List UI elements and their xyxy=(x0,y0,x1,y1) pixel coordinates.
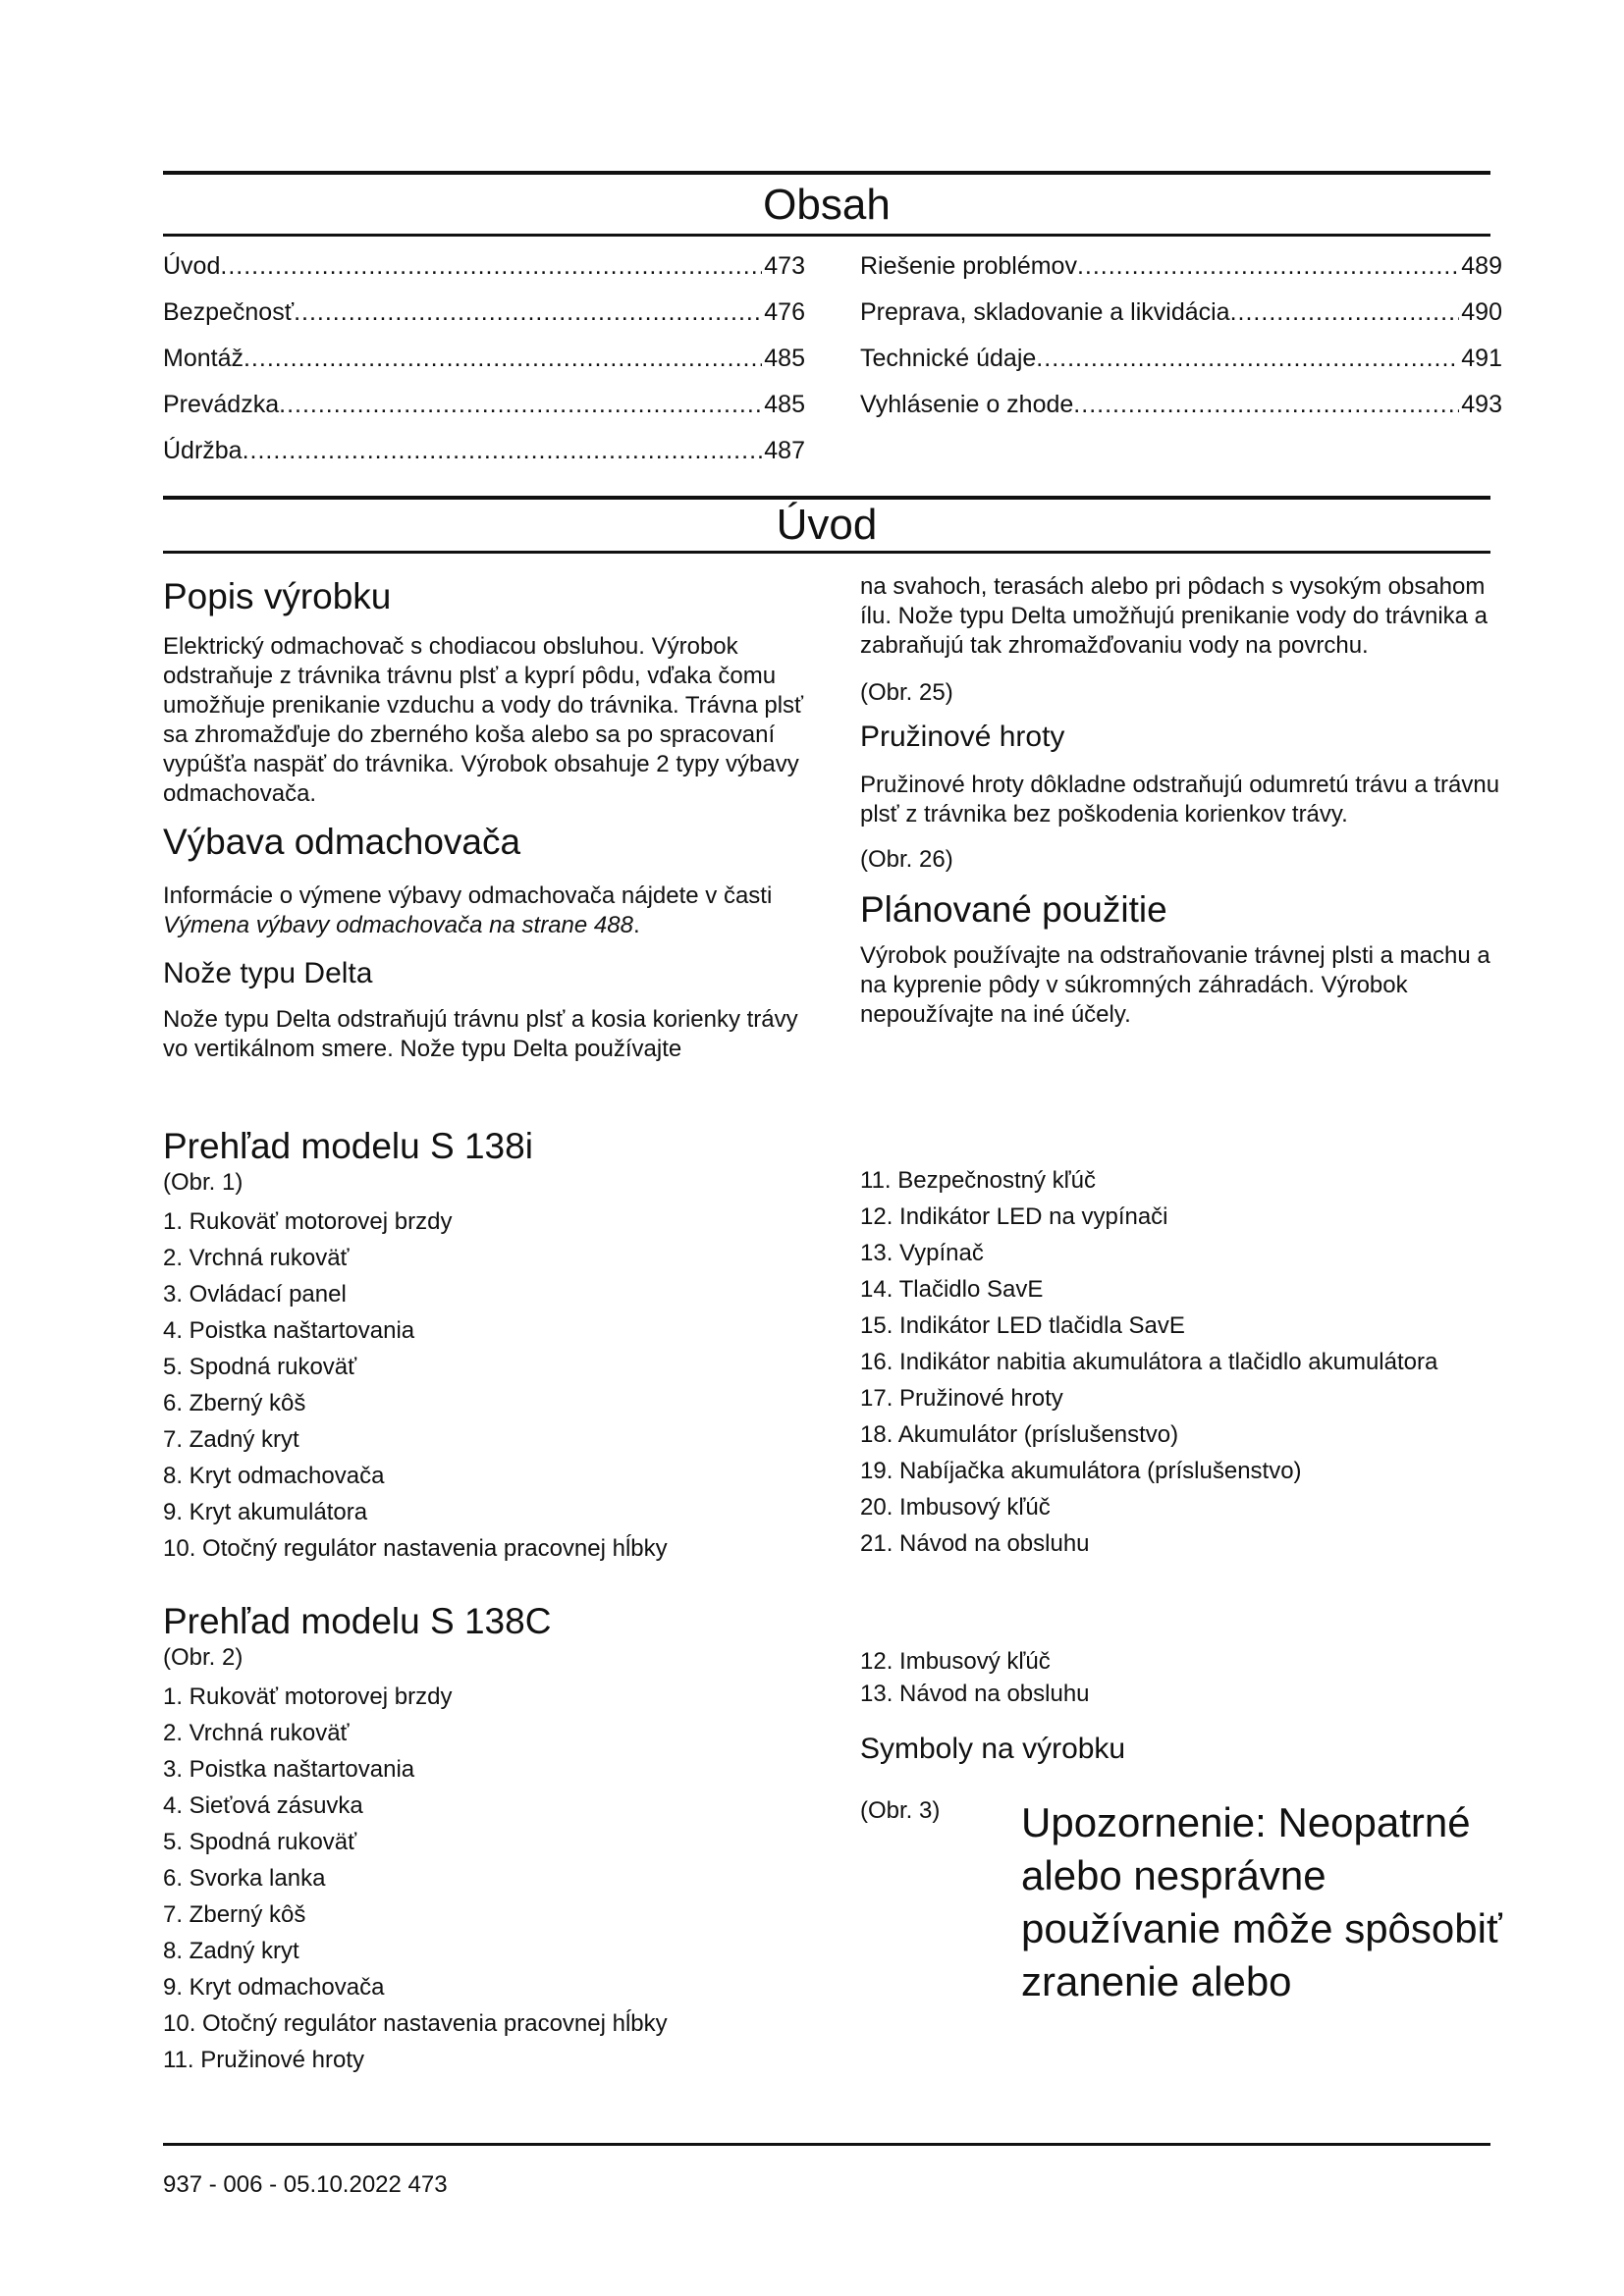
list-item: 8. Zadný kryt xyxy=(163,1938,299,1964)
toc-left-column xyxy=(163,251,805,482)
model-s138i-parts-list xyxy=(163,1203,811,1567)
list-item: 11. Pružinové hroty xyxy=(163,2047,364,2073)
toc-entry-page: 491 xyxy=(1461,345,1502,372)
vybava-text xyxy=(163,881,811,940)
toc-entry-riesenie[interactable] xyxy=(860,251,1502,297)
popis-text: Elektrický odmachovač s chodiacou obsluhou. Výrobok odstraňuje z trávnika trávnu plsť a kyprí pôdu, vďaka čomu umožňuje prenikanie vzduchu a vody do trávnika. Trávna plsť sa zhromažďuje do zberného koša alebo sa po spracovaní vypúšťa naspäť do trávnika. Výrobok obsahuje 2 typy výbavy odmachovača. xyxy=(163,633,804,807)
list-item: 1. Rukoväť motorovej brzdy xyxy=(163,1683,453,1710)
symboly-figure-ref: (Obr. 3) xyxy=(860,1797,941,1824)
list-item: 5. Spodná rukoväť xyxy=(163,1354,357,1380)
delta-text-continued: na svahoch, terasách alebo pri pôdach s vysokým obsahom ílu. Nože typu Delta umožňujú prenikanie vody do trávnika a zabraňujú tak zhromažďovaniu vody na povrchu. xyxy=(860,573,1489,659)
toc-entry-title: Montáž xyxy=(163,345,244,372)
vybava-text-before: Informácie o výmene výbavy odmachovača nájdete v časti xyxy=(163,882,773,909)
toc-entry-page: 473 xyxy=(764,252,805,280)
model-s138c-heading: Prehľad modelu S 138C xyxy=(163,1601,552,1641)
list-item: 13. Vypínač xyxy=(860,1240,984,1266)
model-s138c-section xyxy=(163,1600,811,2078)
toc-entry-title: Preprava, skladovanie a likvidácia xyxy=(860,298,1230,326)
list-item: 19. Nabíjačka akumulátora (príslušenstvo) xyxy=(860,1458,1302,1484)
list-item: 9. Kryt odmachovača xyxy=(163,1974,385,2001)
list-item: 2. Vrchná rukoväť xyxy=(163,1245,350,1271)
pruzinove-figure-ref: (Obr. 26) xyxy=(860,846,953,873)
list-item: 4. Sieťová zásuvka xyxy=(163,1792,363,1819)
list-item: 17. Pružinové hroty xyxy=(860,1385,1063,1412)
list-item: 3. Poistka naštartovania xyxy=(163,1756,415,1783)
toc-entry-page: 485 xyxy=(764,345,805,372)
list-item: 20. Imbusový kľúč xyxy=(860,1494,1051,1521)
toc-entry-title: Úvod xyxy=(163,252,221,280)
toc-entry-title: Technické údaje xyxy=(860,345,1037,372)
delta-heading: Nože typu Delta xyxy=(163,957,373,989)
list-item: 14. Tlačidlo SavE xyxy=(860,1276,1044,1303)
model-s138i-heading: Prehľad modelu S 138i xyxy=(163,1126,533,1166)
uvod-bottom-rule xyxy=(163,551,1490,554)
model-s138i-parts-list-continued xyxy=(860,1162,1508,1562)
model-s138i-figure-ref: (Obr. 1) xyxy=(163,1169,244,1196)
toc-entry-technicke[interactable] xyxy=(860,344,1502,390)
toc-title: Obsah xyxy=(763,181,891,229)
toc-entry-page: 493 xyxy=(1461,391,1502,418)
list-item: 12. Indikátor LED na vypínači xyxy=(860,1203,1168,1230)
list-item: 7. Zadný kryt xyxy=(163,1426,299,1453)
footer-text: 937 - 006 - 05.10.2022 473 xyxy=(163,2171,448,2198)
list-item: 2. Vrchná rukoväť xyxy=(163,1720,350,1746)
uvod-left-column xyxy=(163,575,811,1064)
symboly-heading: Symboly na výrobku xyxy=(860,1733,1126,1765)
pruzinove-heading: Pružinové hroty xyxy=(860,721,1065,753)
list-item: 15. Indikátor LED tlačidla SavE xyxy=(860,1312,1185,1339)
model-s138i-section xyxy=(163,1125,811,1567)
toc-entry-bezpecnost[interactable] xyxy=(163,297,805,344)
planovane-text: Výrobok používajte na odstraňovanie trávnej plsti a machu a na kyprenie pôdy v súkromných záhradách. Výrobok nepoužívajte na iné účely. xyxy=(860,942,1490,1028)
toc-entry-prevadzka[interactable] xyxy=(163,390,805,436)
list-item: 12. Imbusový kľúč xyxy=(860,1648,1051,1675)
toc-entry-page: 489 xyxy=(1461,252,1502,280)
list-item: 18. Akumulátor (príslušenstvo) xyxy=(860,1421,1179,1448)
list-item: 3. Ovládací panel xyxy=(163,1281,347,1308)
list-item: 5. Spodná rukoväť xyxy=(163,1829,357,1855)
toc-entry-vyhlasenie[interactable] xyxy=(860,390,1502,436)
toc-entry-montaz[interactable] xyxy=(163,344,805,390)
list-item: 6. Svorka lanka xyxy=(163,1865,326,1892)
vybava-link[interactable]: Výmena výbavy odmachovača na strane 488 xyxy=(163,912,633,938)
popis-heading: Popis výrobku xyxy=(163,576,392,616)
list-item: 13. Návod na obsluhu xyxy=(860,1681,1090,1707)
vybava-heading: Výbava odmachovača xyxy=(163,822,521,862)
list-item: 4. Poistka naštartovania xyxy=(163,1317,415,1344)
list-item: 9. Kryt akumulátora xyxy=(163,1499,368,1525)
uvod-right-column xyxy=(860,572,1508,1030)
toc-entry-title: Riešenie problémov xyxy=(860,252,1077,280)
toc-top-rule xyxy=(163,171,1490,175)
model-s138c-figure-ref: (Obr. 2) xyxy=(163,1644,244,1671)
toc-bottom-rule xyxy=(163,234,1490,237)
list-item: 8. Kryt odmachovača xyxy=(163,1463,385,1489)
list-item: 10. Otočný regulátor nastavenia pracovnej hĺbky xyxy=(163,1535,668,1562)
toc-entry-page: 485 xyxy=(764,391,805,418)
toc-entry-page: 487 xyxy=(764,437,805,464)
list-item: 21. Návod na obsluhu xyxy=(860,1530,1090,1557)
warning-text: Upozornenie: Neopatrné alebo nesprávne používanie môže spôsobiť zranenie alebo xyxy=(1021,1799,1502,2004)
footer-rule xyxy=(163,2143,1490,2146)
delta-figure-ref: (Obr. 25) xyxy=(860,679,953,706)
toc-entry-title: Vyhlásenie o zhode xyxy=(860,391,1074,418)
model-s138c-parts-list xyxy=(163,1679,811,2078)
planovane-heading: Plánované použitie xyxy=(860,889,1167,930)
list-item: 6. Zberný kôš xyxy=(163,1390,306,1416)
toc-entry-preprava[interactable] xyxy=(860,297,1502,344)
delta-text: Nože typu Delta odstraňujú trávnu plsť a kosia korienky trávy vo vertikálnom smere. Nože typu Delta používajte xyxy=(163,1006,798,1062)
list-item: 11. Bezpečnostný kľúč xyxy=(860,1167,1097,1194)
toc-entry-page: 476 xyxy=(764,298,805,326)
pruzinove-text: Pružinové hroty dôkladne odstraňujú odumretú trávu a trávnu plsť z trávnika bez poškodenia korienkov trávy. xyxy=(860,772,1500,828)
toc-right-column xyxy=(860,251,1502,436)
list-item: 10. Otočný regulátor nastavenia pracovnej hĺbky xyxy=(163,2010,668,2037)
list-item: 16. Indikátor nabitia akumulátora a tlačidlo akumulátora xyxy=(860,1349,1438,1375)
toc-entry-title: Bezpečnosť xyxy=(163,298,295,326)
toc-entry-title: Prevádzka xyxy=(163,391,280,418)
list-item: 7. Zberný kôš xyxy=(163,1901,306,1928)
vybava-text-after: . xyxy=(632,912,640,938)
uvod-title: Úvod xyxy=(776,501,878,549)
toc-entry-title: Údržba xyxy=(163,437,243,464)
toc-entry-page: 490 xyxy=(1461,298,1502,326)
toc-entry-udrzba[interactable] xyxy=(163,436,805,482)
toc-entry-uvod[interactable] xyxy=(163,251,805,297)
list-item: 1. Rukoväť motorovej brzdy xyxy=(163,1208,453,1235)
